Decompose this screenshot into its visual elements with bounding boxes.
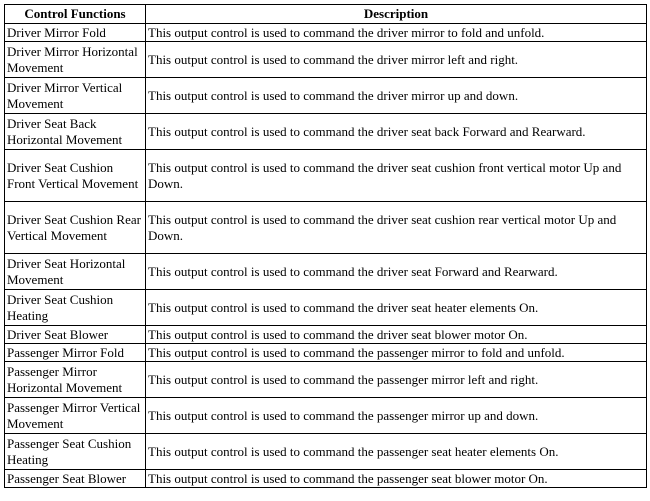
control-function-cell: Passenger Mirror Fold (5, 344, 146, 362)
description-cell: This output control is used to command the passenger mirror to fold and unfold. (146, 344, 647, 362)
control-function-cell: Driver Mirror Horizontal Movement (5, 42, 146, 78)
control-functions-table (4, 4, 647, 488)
description-cell: This output control is used to command the driver seat blower motor On. (146, 326, 647, 344)
table-row (5, 150, 647, 202)
description-cell: This output control is used to command the driver seat Forward and Rearward. (146, 254, 647, 290)
table-row (5, 114, 647, 150)
table-row (5, 434, 647, 470)
control-function-cell: Driver Seat Back Horizontal Movement (5, 114, 146, 150)
table-row (5, 24, 647, 42)
description-cell: This output control is used to command the passenger mirror up and down. (146, 398, 647, 434)
table-row (5, 326, 647, 344)
control-function-cell: Driver Seat Cushion Heating (5, 290, 146, 326)
description-cell: This output control is used to command the passenger mirror left and right. (146, 362, 647, 398)
table-row (5, 344, 647, 362)
description-cell: This output control is used to command the passenger seat heater elements On. (146, 434, 647, 470)
table-row (5, 362, 647, 398)
description-cell: This output control is used to command the driver seat cushion rear vertical motor Up and Down. (146, 202, 647, 254)
description-cell: This output control is used to command the driver seat cushion front vertical motor Up and Down. (146, 150, 647, 202)
description-cell: This output control is used to command the driver mirror to fold and unfold. (146, 24, 647, 42)
control-function-cell: Driver Seat Cushion Rear Vertical Movement (5, 202, 146, 254)
description-cell: This output control is used to command the driver seat heater elements On. (146, 290, 647, 326)
table-header (5, 5, 647, 24)
description-cell: This output control is used to command the driver mirror up and down. (146, 78, 647, 114)
description-cell: This output control is used to command the passenger seat blower motor On. (146, 470, 647, 488)
header-control-functions: Control Functions (5, 5, 146, 24)
table-row (5, 78, 647, 114)
control-function-cell: Driver Mirror Fold (5, 24, 146, 42)
header-row (5, 5, 647, 24)
table-row (5, 202, 647, 254)
description-cell: This output control is used to command the driver mirror left and right. (146, 42, 647, 78)
table-row (5, 42, 647, 78)
control-function-cell: Driver Seat Horizontal Movement (5, 254, 146, 290)
table-row (5, 398, 647, 434)
control-function-cell: Driver Mirror Vertical Movement (5, 78, 146, 114)
control-function-cell: Passenger Seat Blower (5, 470, 146, 488)
table-row (5, 254, 647, 290)
description-cell: This output control is used to command the driver seat back Forward and Rearward. (146, 114, 647, 150)
control-function-cell: Driver Seat Blower (5, 326, 146, 344)
header-description: Description (146, 5, 647, 24)
control-function-cell: Passenger Mirror Horizontal Movement (5, 362, 146, 398)
table-row (5, 290, 647, 326)
table-row (5, 470, 647, 488)
table-body (5, 24, 647, 488)
control-function-cell: Driver Seat Cushion Front Vertical Movement (5, 150, 146, 202)
control-function-cell: Passenger Mirror Vertical Movement (5, 398, 146, 434)
control-function-cell: Passenger Seat Cushion Heating (5, 434, 146, 470)
